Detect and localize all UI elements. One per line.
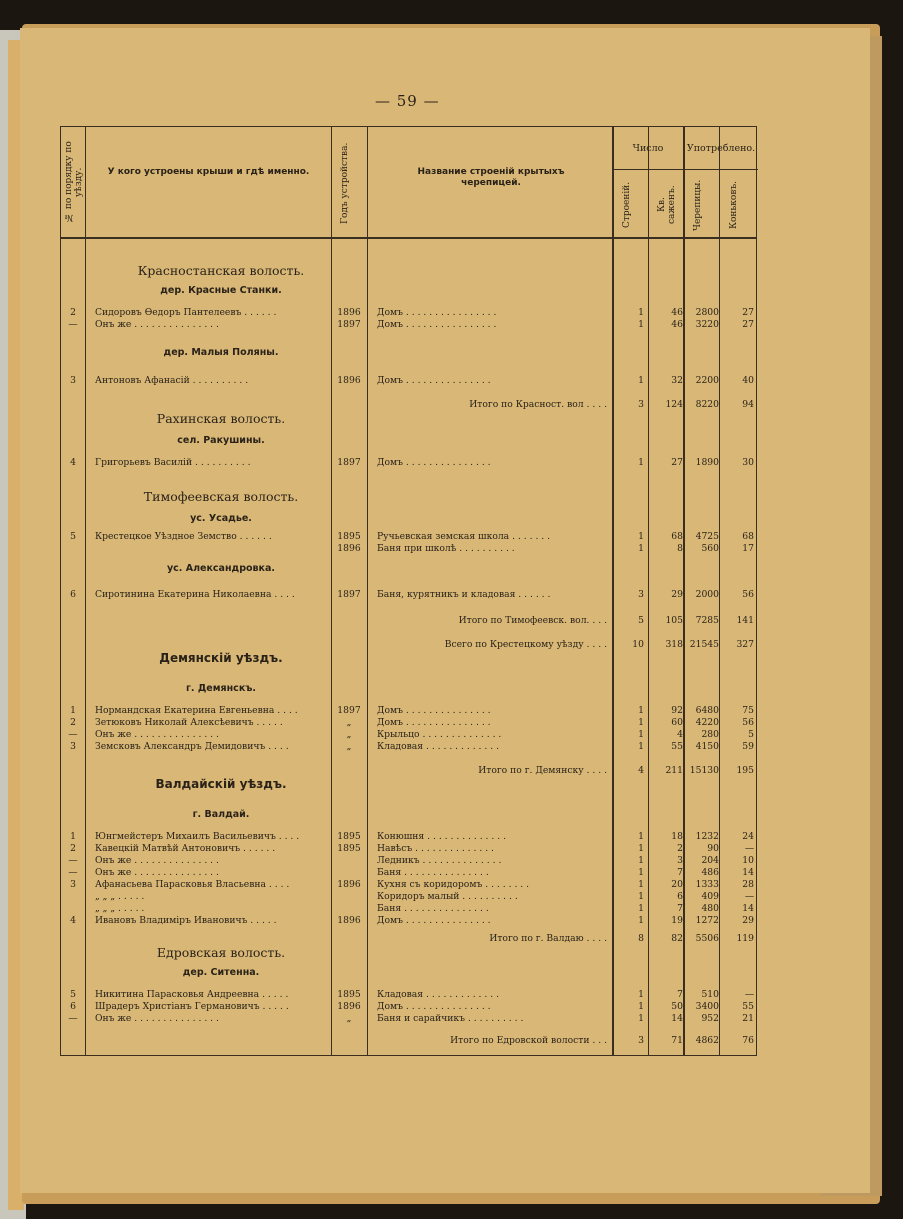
year: 1896: [337, 1001, 361, 1012]
uezd-heading: Демянскій уѣздъ.: [159, 651, 283, 665]
year: 1896: [337, 543, 361, 554]
ridges-used: 75: [742, 705, 754, 716]
row-number: 6: [70, 589, 76, 600]
building-name: Конюшня . . . . . . . . . . . . . .: [377, 831, 506, 842]
count-sq: 68: [671, 531, 683, 542]
ridges-used: 27: [742, 307, 754, 318]
building-name: Домъ . . . . . . . . . . . . . . .: [377, 457, 491, 468]
tiles-used: 4150: [695, 741, 719, 752]
year: 1895: [337, 831, 361, 842]
building-name: Баня и сарайчикъ . . . . . . . . . .: [377, 1013, 524, 1024]
ridges-used: 29: [742, 915, 754, 926]
owner-name: Онъ же . . . . . . . . . . . . . . .: [95, 867, 219, 878]
count-sq: 211: [665, 765, 683, 776]
row-number: 6: [70, 1001, 76, 1012]
building-name: Домъ . . . . . . . . . . . . . . .: [377, 1001, 491, 1012]
tiles-used: 90: [707, 843, 719, 854]
year: 1895: [337, 843, 361, 854]
building-name: Навѣсъ . . . . . . . . . . . . . .: [377, 843, 494, 854]
table-row: [61, 741, 758, 753]
count-buildings: 8: [638, 933, 644, 944]
ridges-used: 17: [742, 543, 754, 554]
header-no: № по порядку по уѣзду.: [64, 141, 84, 223]
count-sq: 55: [671, 741, 683, 752]
ridges-used: 141: [736, 615, 754, 626]
count-sq: 318: [665, 639, 683, 650]
table-row: [61, 879, 758, 891]
ridges-used: 14: [742, 867, 754, 878]
header-building: Название строеній крытыхъ черепицей.: [417, 167, 565, 189]
table-row: [61, 989, 758, 1001]
year: „: [346, 729, 352, 740]
volost-heading: Тимофеевская волость.: [143, 489, 299, 504]
ridges-used: 10: [742, 855, 754, 866]
count-sq: 60: [671, 717, 683, 728]
building-name: Коридоръ малый . . . . . . . . . .: [377, 891, 518, 902]
building-name: Кладовая . . . . . . . . . . . . .: [377, 741, 499, 752]
owner-name: Онъ же . . . . . . . . . . . . . . .: [95, 855, 219, 866]
count-sq: 29: [671, 589, 683, 600]
row-number: —: [68, 855, 78, 866]
count-buildings: 3: [638, 399, 644, 410]
count-sq: 14: [671, 1013, 683, 1024]
row-number: 4: [70, 457, 76, 468]
table-row: [61, 1001, 758, 1013]
tiles-used: 6480: [695, 705, 719, 716]
place-heading: дер. Малыя Поляны.: [163, 347, 279, 358]
count-sq: 6: [677, 891, 683, 902]
count-buildings: 1: [638, 729, 644, 740]
year: 1896: [337, 915, 361, 926]
row-number: 2: [70, 307, 76, 318]
ridges-used: 327: [736, 639, 754, 650]
place-heading: сел. Ракушины.: [177, 435, 265, 446]
header-sq: Кв. саженъ.: [657, 185, 677, 225]
count-buildings: 1: [638, 843, 644, 854]
building-name: Баня, курятникъ и кладовая . . . . . .: [377, 589, 551, 600]
count-buildings: 1: [638, 741, 644, 752]
row-number: 5: [70, 531, 76, 542]
count-sq: 7: [677, 903, 683, 914]
ridges-used: 5: [748, 729, 754, 740]
owner-name: Онъ же . . . . . . . . . . . . . . .: [95, 319, 219, 330]
table-row: [61, 891, 758, 903]
row-number: 3: [70, 375, 76, 386]
volost-heading: Едровская волость.: [156, 945, 286, 960]
total-label: Итого по Красност. вол . . . .: [469, 399, 607, 410]
building-name: Домъ . . . . . . . . . . . . . . . .: [377, 319, 497, 330]
count-buildings: 1: [638, 855, 644, 866]
ridges-used: 59: [742, 741, 754, 752]
table-row: [61, 1013, 758, 1025]
table-row: [61, 831, 758, 843]
count-buildings: 1: [638, 717, 644, 728]
tiles-used: 3400: [695, 1001, 719, 1012]
owner-name: Никитина Парасковья Андреевна . . . . .: [95, 989, 289, 1000]
year: 1897: [337, 457, 361, 468]
count-sq: 8: [677, 543, 683, 554]
ridges-used: 24: [742, 831, 754, 842]
table-row: [61, 855, 758, 867]
tiles-used: 560: [701, 543, 719, 554]
count-sq: 20: [671, 879, 683, 890]
count-sq: 2: [677, 843, 683, 854]
total-row: [61, 933, 758, 945]
tiles-used: 204: [701, 855, 719, 866]
ridges-used: —: [744, 989, 754, 1000]
tiles-used: 952: [701, 1013, 719, 1024]
tiles-used: 480: [701, 903, 719, 914]
table-row: [61, 457, 758, 469]
year: 1895: [337, 989, 361, 1000]
ridges-used: 21: [742, 1013, 754, 1024]
count-buildings: 1: [638, 915, 644, 926]
owner-name: Афанасьева Парасковья Власьевна . . . .: [95, 879, 290, 890]
row-number: —: [68, 1013, 78, 1024]
header-used: Употреблено.: [686, 143, 756, 154]
tiles-used: 3220: [695, 319, 719, 330]
count-sq: 50: [671, 1001, 683, 1012]
count-buildings: 1: [638, 1001, 644, 1012]
count-buildings: 1: [638, 891, 644, 902]
place-heading: г. Демянскъ.: [185, 683, 257, 694]
table-row: [61, 717, 758, 729]
ridges-used: 30: [742, 457, 754, 468]
year: „: [346, 717, 352, 728]
count-buildings: 5: [638, 615, 644, 626]
place-heading: ус. Александровка.: [166, 563, 276, 574]
count-sq: 7: [677, 867, 683, 878]
owner-name: Сидоровъ Өедоръ Пантелеевъ . . . . . .: [95, 307, 277, 318]
tiles-used: 1890: [695, 457, 719, 468]
table-row: [61, 531, 758, 543]
place-heading: ус. Усадье.: [190, 513, 252, 524]
count-buildings: 3: [638, 1035, 644, 1046]
tiles-used: 2000: [695, 589, 719, 600]
count-sq: 27: [671, 457, 683, 468]
building-name: Баня при школѣ . . . . . . . . . .: [377, 543, 515, 554]
count-buildings: 1: [638, 307, 644, 318]
count-buildings: 1: [638, 375, 644, 386]
count-buildings: 3: [638, 589, 644, 600]
count-sq: 46: [671, 319, 683, 330]
row-number: 3: [70, 879, 76, 890]
row-number: —: [68, 867, 78, 878]
ridges-used: 94: [742, 399, 754, 410]
tiles-used: 2200: [695, 375, 719, 386]
table: [60, 126, 757, 1056]
owner-name: „ „ „ . . . . .: [95, 903, 145, 914]
year: 1896: [337, 375, 361, 386]
count-sq: 3: [677, 855, 683, 866]
count-buildings: 1: [638, 867, 644, 878]
ridges-used: 195: [736, 765, 754, 776]
total-label: Итого по Тимофеевск. вол. . . .: [458, 615, 607, 626]
header-count: Число: [632, 143, 664, 154]
table-row: [61, 705, 758, 717]
row-number: 3: [70, 741, 76, 752]
ridges-used: 40: [742, 375, 754, 386]
count-buildings: 1: [638, 705, 644, 716]
table-row: [61, 589, 758, 601]
total-row: [61, 765, 758, 777]
header-tiles: Черепицы.: [693, 179, 703, 231]
row-number: 2: [70, 843, 76, 854]
place-heading: дер. Красные Станки.: [160, 285, 282, 296]
count-buildings: 4: [638, 765, 644, 776]
building-name: Домъ . . . . . . . . . . . . . . . .: [377, 307, 497, 318]
owner-name: Ивановъ Владиміръ Ивановичъ . . . . .: [95, 915, 277, 926]
header-divider: [61, 237, 756, 239]
count-buildings: 1: [638, 831, 644, 842]
tiles-used: 7285: [695, 615, 719, 626]
ridges-used: 56: [742, 717, 754, 728]
count-sq: 46: [671, 307, 683, 318]
ridges-used: 119: [736, 933, 754, 944]
total-row: [61, 399, 758, 411]
table-row: [61, 375, 758, 387]
volost-heading: Красностанская волость.: [137, 263, 305, 278]
tiles-used: 4220: [695, 717, 719, 728]
building-name: Домъ . . . . . . . . . . . . . . .: [377, 717, 491, 728]
count-sq: 124: [665, 399, 683, 410]
count-buildings: 1: [638, 879, 644, 890]
owner-name: Онъ же . . . . . . . . . . . . . . .: [95, 729, 219, 740]
tiles-used: 1232: [695, 831, 719, 842]
building-name: Ледникъ . . . . . . . . . . . . . .: [377, 855, 502, 866]
tiles-used: 280: [701, 729, 719, 740]
row-number: 1: [70, 705, 76, 716]
total-label: Итого по г. Валдаю . . . .: [489, 933, 607, 944]
building-name: Кладовая . . . . . . . . . . . . .: [377, 989, 499, 1000]
owner-name: Земсковъ Александръ Демидовичъ . . . .: [95, 741, 289, 752]
ridges-used: 55: [742, 1001, 754, 1012]
count-buildings: 1: [638, 1013, 644, 1024]
count-buildings: 1: [638, 457, 644, 468]
count-sq: 4: [677, 729, 683, 740]
tiles-used: 1272: [695, 915, 719, 926]
place-heading: дер. Ситенна.: [182, 967, 260, 978]
count-buildings: 1: [638, 989, 644, 1000]
owner-name: Крестецкое Уѣздное Земство . . . . . .: [95, 531, 272, 542]
ridges-used: —: [744, 891, 754, 902]
total-label: Всего по Крестецкому уѣзду . . . .: [444, 639, 607, 650]
count-sq: 105: [665, 615, 683, 626]
ridges-used: 68: [742, 531, 754, 542]
row-number: —: [68, 729, 78, 740]
owner-name: Юнгмейстеръ Михаилъ Васильевичъ . . . .: [95, 831, 300, 842]
table-row: [61, 729, 758, 741]
year: 1895: [337, 531, 361, 542]
ridges-used: 76: [742, 1035, 754, 1046]
building-name: Крыльцо . . . . . . . . . . . . . .: [377, 729, 502, 740]
ridges-used: 27: [742, 319, 754, 330]
row-number: 1: [70, 831, 76, 842]
header-buildings: Строеній.: [622, 181, 632, 229]
building-name: Ручьевская земская школа . . . . . . .: [377, 531, 551, 542]
table-row: [61, 915, 758, 927]
count-buildings: 1: [638, 531, 644, 542]
count-sq: 82: [671, 933, 683, 944]
count-buildings: 10: [632, 639, 644, 650]
year: „: [346, 1013, 352, 1024]
tiles-used: 21545: [689, 639, 719, 650]
header-year: Годъ устройства.: [340, 142, 350, 224]
owner-name: Кавецкій Матвѣй Антоновичъ . . . . . .: [95, 843, 276, 854]
owner-name: Григорьевъ Василій . . . . . . . . . .: [95, 457, 251, 468]
tiles-used: 4862: [695, 1035, 719, 1046]
row-number: 5: [70, 989, 76, 1000]
volost-heading: Рахинская волость.: [156, 411, 286, 426]
tiles-used: 5506: [695, 933, 719, 944]
owner-name: Антоновъ Афанасій . . . . . . . . . .: [95, 375, 249, 386]
count-buildings: 1: [638, 319, 644, 330]
count-sq: 71: [671, 1035, 683, 1046]
count-buildings: 1: [638, 543, 644, 554]
year: „: [346, 741, 352, 752]
total-label: Итого по Едровской волости . . .: [450, 1035, 607, 1046]
building-name: Кухня съ коридоромъ . . . . . . . .: [377, 879, 530, 890]
table-row: [61, 319, 758, 331]
tiles-used: 8220: [695, 399, 719, 410]
owner-name: Онъ же . . . . . . . . . . . . . . .: [95, 1013, 219, 1024]
year: 1897: [337, 589, 361, 600]
total-row: [61, 615, 758, 627]
ridges-used: 28: [742, 879, 754, 890]
uezd-heading: Валдайскій уѣздъ.: [155, 777, 287, 791]
year: 1897: [337, 319, 361, 330]
table-row: [61, 903, 758, 915]
count-sq: 7: [677, 989, 683, 1000]
count-sq: 18: [671, 831, 683, 842]
total-row: [61, 639, 758, 651]
ridges-used: 14: [742, 903, 754, 914]
ridges-used: —: [744, 843, 754, 854]
building-name: Баня . . . . . . . . . . . . . . .: [377, 903, 489, 914]
owner-name: Шрадеръ Христіанъ Германовичъ . . . . .: [95, 1001, 289, 1012]
table-row: [61, 843, 758, 855]
row-number: —: [68, 319, 78, 330]
tiles-used: 486: [701, 867, 719, 878]
count-sq: 32: [671, 375, 683, 386]
owner-name: Нормандская Екатерина Евгеньевна . . . .: [95, 705, 298, 716]
building-name: Домъ . . . . . . . . . . . . . . .: [377, 705, 491, 716]
tiles-used: 510: [701, 989, 719, 1000]
header-owner: У кого устроены крыши и гдѣ именно.: [107, 167, 310, 177]
year: 1897: [337, 705, 361, 716]
count-sq: 19: [671, 915, 683, 926]
count-sq: 92: [671, 705, 683, 716]
year: 1896: [337, 879, 361, 890]
subheader-divider: [612, 169, 758, 170]
owner-name: Зетюковъ Николай Алексѣевичъ . . . . .: [95, 717, 283, 728]
tiles-used: 2800: [695, 307, 719, 318]
place-heading: г. Валдай.: [192, 809, 250, 820]
tiles-used: 1333: [695, 879, 719, 890]
table-row: [61, 307, 758, 319]
owner-name: „ „ „ . . . . .: [95, 891, 145, 902]
tiles-used: 409: [701, 891, 719, 902]
row-number: 2: [70, 717, 76, 728]
tiles-used: 15130: [689, 765, 719, 776]
year: 1896: [337, 307, 361, 318]
table-row: [61, 543, 758, 555]
ridges-used: 56: [742, 589, 754, 600]
total-row: [61, 1035, 758, 1047]
count-buildings: 1: [638, 903, 644, 914]
building-name: Домъ . . . . . . . . . . . . . . .: [377, 915, 491, 926]
total-label: Итого по г. Демянску . . . .: [478, 765, 607, 776]
tiles-used: 4725: [695, 531, 719, 542]
building-name: Баня . . . . . . . . . . . . . . .: [377, 867, 489, 878]
table-row: [61, 867, 758, 879]
row-number: 4: [70, 915, 76, 926]
building-name: Домъ . . . . . . . . . . . . . . .: [377, 375, 491, 386]
page-number: — 59 —: [375, 92, 440, 110]
owner-name: Сиротинина Екатерина Николаевна . . . .: [95, 589, 295, 600]
header-ridges: Коньковъ.: [729, 181, 739, 229]
